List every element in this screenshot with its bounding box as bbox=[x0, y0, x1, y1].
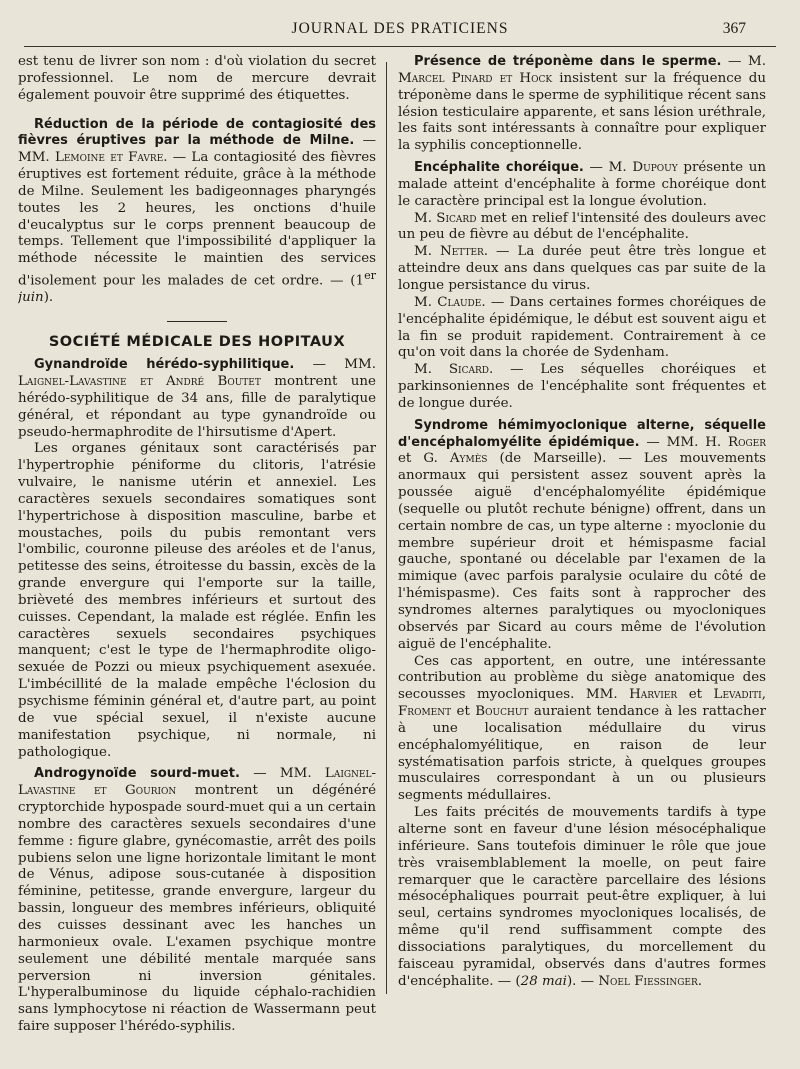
article-text: insistent sur la fréquence du tréponème dans le sperme de syphilitique récent sans lésion testiculaire apparente, et sans lésion uréthrale, les faits sont intéressants à connaître pour expliquer la syphilis conceptionnelle. bbox=[398, 70, 766, 154]
article-syndrome: Syndrome hémimyoclonique alterne, séquelle d'encéphalomyélite épidémique. — MM. H. Roger et G. Aymès (de Marseille). — Les mouvements anormaux qui persistent assez souvent après la poussée aiguë d'encéphalomyélite épidémique (sequelle ou plutôt rechute bénigne) offrent, dans un certain nombre de cas, un type alterne : myoclonie du membre supérieur droit et hémispasme facial gauche, spontané ou décelable par l'examen de la mimique (avec parfois paralysie oculaire du côté de l'hémispasme). Ces faits sont à rapprocher des syndromes alternes paralytiques ou myocloniques observés par Sicard au cours même de l'évolution aiguë de l'encéphalite. bbox=[398, 417, 766, 652]
right-column bbox=[398, 54, 766, 1054]
journal-title: JOURNAL DES PRATICIENS bbox=[291, 20, 509, 37]
author-name: Harvier bbox=[629, 687, 678, 703]
author-name: Bouchut bbox=[475, 704, 529, 720]
discussion-paragraph: M. Sicard met en relief l'intensité des douleurs avec un peu de fièvre au début de l'encéphalite. bbox=[398, 210, 766, 243]
column-divider bbox=[386, 62, 387, 994]
article-authors: H. Roger bbox=[705, 434, 766, 450]
author-name: Froment bbox=[398, 704, 452, 720]
article-treponeme: Présence de tréponème dans le sperme. — M. Marcel Pinard et Hock insistent sur la fréquence du tréponème dans le sperme de syphilitique récent sans lésion testiculaire apparente, et sans lésion uréthrale, les faits sont intéressants à connaître pour expliquer la syphilis conceptionnelle. bbox=[398, 54, 766, 154]
running-header bbox=[24, 12, 776, 47]
discussion-paragraph: M. Sicard. — Les séquelles choréiques et parkinsoniennes de l'encéphalite sont fréquentes et de longue durée. bbox=[398, 362, 766, 411]
author-name: Levaditi bbox=[713, 687, 762, 703]
article-milne: Réduction de la période de contagiosité des fièvres éruptives par la méthode de Milne. — MM. Lemoine et Favre. — La contagiosité des fièvres éruptives est fortement réduite, grâce à la méthode de Milne. Seulement les badigeonnages pharyngés toutes les 2 heures, les onctions d'huile d'eucalyptus sur le corps prennent beaucoup de temps. Tellement que l'impossibilité d'appliquer la méthode nécessite le maintien des services d'isolement pour les malades de cet ordre. — (1er juin). bbox=[18, 116, 376, 306]
article-authors: Marcel Pinard et Hock bbox=[398, 70, 553, 86]
article-text: montrent un dégénéré cryptorchide hypospade sourd-muet qui a un certain nombre des caractères sexuels secondaires d'une femme : figure glabre, gynécomastie, arrêt des poils pubiens selon une ligne horizontale limitant le mont de Vénus, adipose sous-cutanée à disposition féminine, petitesse, grande envergure, largeur du bassin, longueur des membres inférieurs, obliquité des cuisses dessinant avec les hanches un harmonieux ovale. L'examen psychique montre seulement une débilité mentale marquée sans perversion ni inversion génitales. L'hyperalbuminose du liquide céphalo-rachidien sans lymphocytose ni réaction de Wassermann peut faire supposer l'hérédo-syphilis. bbox=[18, 783, 376, 1035]
speaker-name: Sicard. bbox=[448, 362, 494, 378]
article-text: montrent une hérédo-syphilitique de 34 ans, fille de paralytique général, et répondant au type gynandroïde ou pseudo-hermaphrodite de l'hirsutisme d'Apert. bbox=[18, 373, 376, 440]
article-title: Encéphalite choréique. bbox=[414, 160, 584, 176]
signature: Noel Fiessinger. bbox=[598, 973, 703, 989]
article-paragraph: Ces cas apportent, en outre, une intéressante contribution au problème du siège anatomique des secousses myocloniques. MM. Harvier et Levaditi, Froment et Bouchut auraient tendance à les rattacher à une localisation médullaire du virus encéphalomyélitique, en raison de leur systématisation parfois stricte, à quelques groupes musculaires correspondant à un ou plusieurs segments médullaires. bbox=[398, 653, 766, 804]
speaker-name: Sicard bbox=[436, 210, 477, 226]
article-date: juin bbox=[18, 290, 44, 306]
article-authors: Lemoine et Favre. bbox=[54, 150, 168, 166]
article-authors: Aymès bbox=[449, 451, 488, 467]
article-title: Syndrome hémimyoclonique alterne, séquelle d'encéphalomyélite épidémique. bbox=[398, 417, 766, 450]
article-gynandroide: Gynandroïde hérédo-syphilitique. — MM. Laignel-Lavastine et André Boutet montrent une hérédo-syphilitique de 34 ans, fille de paralytique général, et répondant au type gynandroïde ou pseudo-hermaphrodite de l'hirsutisme d'Apert. bbox=[18, 357, 376, 440]
discussion-paragraph: M. Netter. — La durée peut être très longue et atteindre deux ans dans quelques cas par suite de la longue persistance du virus. bbox=[398, 244, 766, 293]
article-androgynoide: Androgynoïde sourd-muet. — MM. Laignel-Lavastine et Gourion montrent un dégénéré cryptorchide hypospade sourd-muet qui a un certain nombre des caractères sexuels secondaires d'une femme : figure glabre, gynécomastie, arrêt des poils pubiens selon une ligne horizontale limitant le mont de Vénus, adipose sous-cutanée à disposition féminine, petitesse, grande envergure, largeur du bassin, longueur des membres inférieurs, obliquité des cuisses dessinant avec les hanches un harmonieux ovale. L'examen psychique montre seulement une débilité mentale marquée sans perversion ni inversion génitales. L'hyperalbuminose du liquide céphalo-rachidien sans lymphocytose ni réaction de Wassermann peut faire supposer l'hérédo-syphilis. bbox=[18, 766, 376, 1035]
article-text: présente un malade atteint d'encéphalite à forme choréique dont le caractère principal est la longue évolution. bbox=[398, 160, 766, 209]
article-title: Gynandroïde hérédo-syphilitique. bbox=[34, 357, 295, 373]
article-authors: Dupouy bbox=[632, 160, 678, 176]
article-date: 28 mai bbox=[520, 973, 567, 989]
page-number: 367 bbox=[722, 20, 746, 37]
speaker-name: Netter. bbox=[439, 244, 489, 260]
article-title: Androgynoïde sourd-muet. bbox=[34, 766, 240, 782]
article-title: Réduction de la période de contagiosité des fièvres éruptives par la méthode de Milne. bbox=[18, 116, 376, 149]
article-paragraph: Les organes génitaux sont caractérisés par l'hypertrophie péniforme du clitoris, l'atrésie vulvaire, le nanisme utérin et annexiel. Les caractères sexuels secondaires somatiques sont l'hypertrichose à disposition masculine, barbe et moustaches, poils du pubis remontant vers l'ombilic, couronne pileuse des aréoles et de l'anus, petitesse des seins, étroitesse du bassin, excès de la grande envergure qui l'emporte sur la taille, brièveté des membres inférieurs et surtout des cuisses. Cependant, la malade est réglée. Enfin les caractères sexuels secondaires psychiques manquent; c'est le type de l'hermaphrodite oligo-sexuée de Pozzi ou mieux psychiquement asexuée. L'imbécillité de la malade empêche l'éclosion du psychisme féminin général et, d'autre part, au point de vue spécial sexuel, il n'existe aucune manifestation psychique, ni normale, ni pathologique. bbox=[18, 441, 376, 760]
discussion-paragraph: M. Claude. — Dans certaines formes choréiques de l'encéphalite épidémique, le début est souvent aigu et la fin se produit rapidement. Contrairement à ce qu'on voit dans la chorée de Sydenham. bbox=[398, 294, 766, 361]
section-title: SOCIÉTÉ MÉDICALE DES HOPITAUX bbox=[48, 334, 346, 351]
article-encephalite: Encéphalite choréique. — M. Dupouy présente un malade atteint d'encéphalite à forme choréique dont le caractère principal est la longue évolution. bbox=[398, 160, 766, 209]
article-authors: Laignel-Lavastine et Gourion bbox=[18, 766, 376, 799]
article-text: (de Marseille). — Les mouvements anormaux qui persistent assez souvent après la poussée aiguë d'encéphalomyélite épidémique (sequelle ou plutôt rechute bénigne) offrent, dans un certain nombre de cas, un type alterne : myoclonie du membre supérieur droit et hémispasme facial gauche, spontané ou décelable par l'examen de la mimique (avec parfois paralysie oculaire du côté de l'hémispasme). Ces faits sont à rapprocher des syndromes alternes paralytiques ou myocloniques observés par Sicard au cours même de l'évolution aiguë de l'encéphalite. bbox=[398, 451, 766, 652]
continued-paragraph: est tenu de livrer son nom : d'où violation du secret professionnel. Le nom de mercure devrait également pouvoir être supprimé des étiquettes. bbox=[18, 54, 376, 103]
article-text: — La contagiosité des fièvres éruptives est fortement réduite, grâce à la méthode de Milne. Seulement les badigeonnages pharyngés toutes les 2 heures, les onctions d'huile d'eucalyptus sur le corps prennent beaucoup de temps. Tellement que l'impossibilité d'appliquer la méthode nécessite le maintien des services d'isolement pour les malades de cet ordre. — (1 bbox=[18, 150, 376, 289]
article-title: Présence de tréponème dans le sperme. bbox=[414, 54, 722, 69]
section-divider bbox=[167, 321, 227, 322]
speaker-name: Claude. bbox=[437, 294, 486, 310]
article-authors: Laignel-Lavastine et André Boutet bbox=[18, 373, 261, 389]
left-column bbox=[18, 54, 376, 1054]
article-paragraph: Les faits précités de mouvements tardifs à type alterne sont en faveur d'une lésion mésocéphalique inférieure. Sans toutefois diminuer le rôle que joue très vraisemblablement la moelle, on peut faire remarquer que le caractère parcellaire des lésions mésocéphaliques pourrait peut-être expliquer, à lui seul, certains syndromes myocloniques localisés, de même qu'il rend suffisamment compte des dissociations paralytiques, du morcellement du faisceau pyramidal, observés dans d'autres formes d'encéphalite. — (28 mai). — Noel Fiessinger. bbox=[398, 805, 766, 989]
